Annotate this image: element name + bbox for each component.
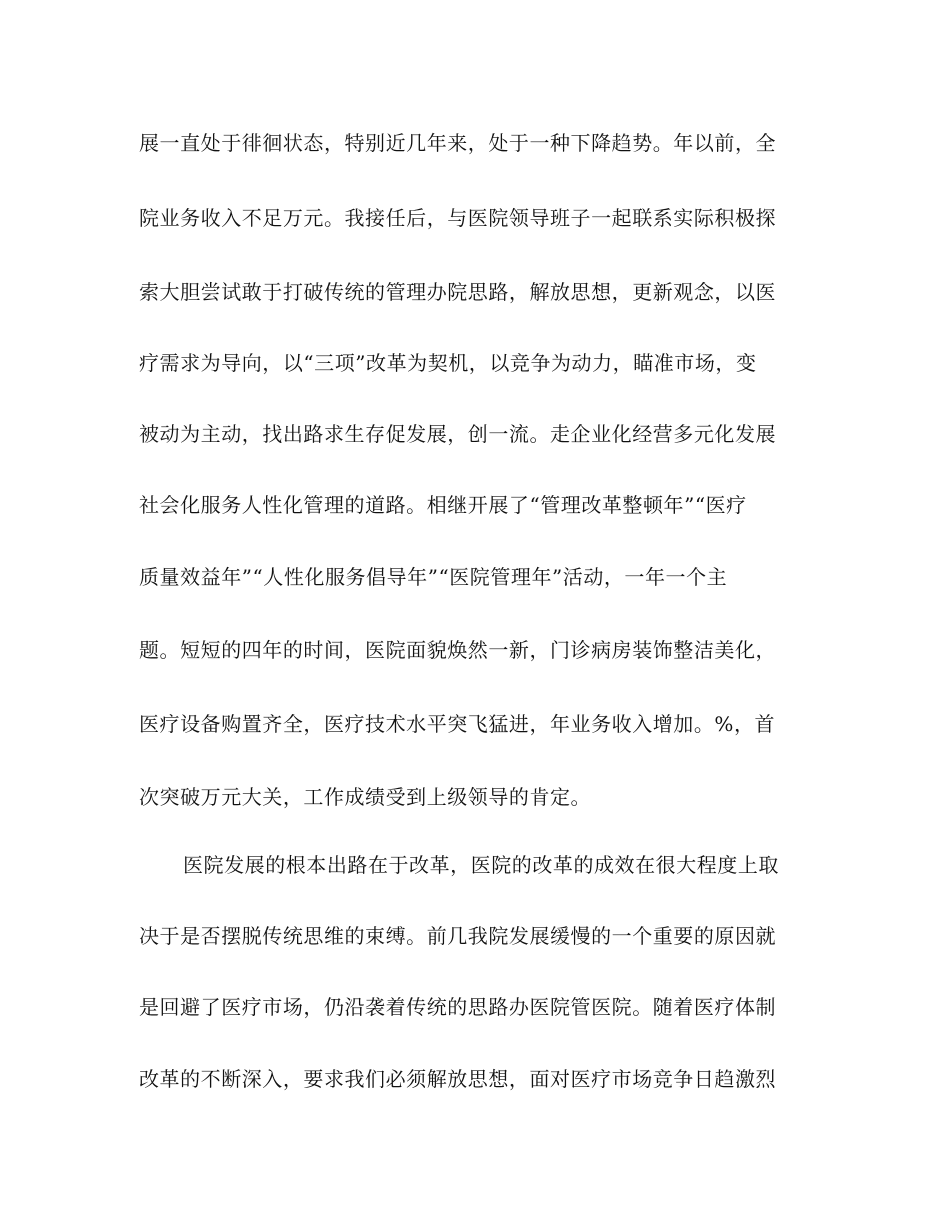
body-text-line: 疗需求为导向，以“三项”改革为契机，以竞争为动力，瞄准市场，变	[139, 351, 757, 375]
body-text-line: 社会化服务人性化管理的道路。相继开展了“管理改革整顿年”“医疗	[139, 493, 747, 517]
paragraph-end-line: 次突破万元大关，工作成绩受到上级领导的肯定。	[139, 785, 592, 809]
body-text-line: 决于是否摆脱传统思维的束缚。前几我院发展缓慢的一个重要的原因就	[139, 924, 777, 948]
paragraph-start-line: 医院发展的根本出路在于改革，医院的改革的成效在很大程度上取	[183, 853, 779, 877]
body-text-line: 索大胆尝试敢于打破传统的管理办院思路，解放思想，更新观念，以医	[139, 280, 777, 304]
body-text-line: 院业务收入不足万元。我接任后，与医院领导班子一起联系实际积极探	[139, 206, 777, 230]
body-text-line: 是回避了医疗市场，仍沿袭着传统的思路办医院管医院。随着医疗体制	[139, 995, 777, 1019]
body-text-line: 改革的不断深入，要求我们必须解放思想，面对医疗市场竞争日趋激烈	[139, 1067, 777, 1091]
body-text-line: 被动为主动，找出路求生存促发展，创一流。走企业化经营多元化发展	[139, 422, 777, 446]
body-text-line: 医疗设备购置齐全，医疗技术水平突飞猛进，年业务收入增加。%，首	[139, 712, 776, 736]
body-text-line: 质量效益年”“人性化服务倡导年”“医院管理年”活动，一年一个主	[139, 565, 728, 589]
body-text-line: 展一直处于徘徊状态，特别近几年来，处于一种下降趋势。年以前，全	[139, 131, 777, 155]
body-text-line: 题。短短的四年的时间，医院面貌焕然一新，门诊病房装饰整洁美化，	[139, 638, 777, 662]
